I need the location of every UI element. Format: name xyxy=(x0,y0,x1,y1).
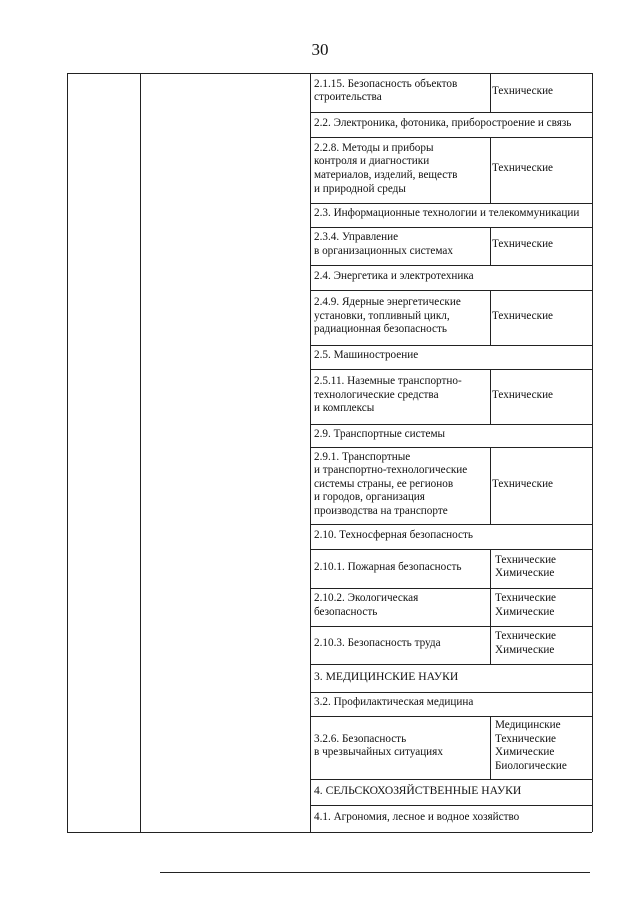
table-border-right xyxy=(592,73,593,832)
science-fields: Технические xyxy=(492,238,554,251)
row-separator xyxy=(310,626,592,627)
column-separator xyxy=(490,626,491,664)
page-number: 30 xyxy=(311,40,329,59)
specialty-name: 2.5.11. Наземные транспортно- технологические средства и комплексы xyxy=(314,375,462,415)
row-separator xyxy=(310,588,592,589)
group-heading: 2.10. Техносферная безопасность xyxy=(314,528,473,541)
column-separator xyxy=(490,588,491,626)
column-separator xyxy=(490,716,491,779)
group-heading: 2.3. Информационные технологии и телекоммуникации xyxy=(314,207,580,220)
row-separator xyxy=(310,265,592,266)
science-fields: Технические xyxy=(492,388,554,401)
specialty-name: 2.10.1. Пожарная безопасность xyxy=(314,560,462,573)
table-border-top xyxy=(67,73,592,74)
table-divider-2 xyxy=(310,73,311,832)
group-heading: 2.5. Машиностроение xyxy=(314,349,419,362)
science-fields: Технические xyxy=(492,309,554,322)
group-heading: 2.2. Электроника, фотоника, приборостроение и связь xyxy=(314,116,572,129)
specialty-name: 2.10.3. Безопасность труда xyxy=(314,637,441,650)
row-separator xyxy=(310,779,592,780)
science-fields: Медицинские Технические Химические Биологические xyxy=(495,719,567,773)
specialty-name: 2.1.15. Безопасность объектов строительства xyxy=(314,77,458,104)
column-separator xyxy=(490,549,491,588)
row-separator xyxy=(310,227,592,228)
row-separator xyxy=(310,549,592,550)
science-fields: Технические Химические xyxy=(495,630,557,656)
table-border-bottom xyxy=(67,832,592,833)
specialty-name: 2.4.9. Ядерные энергетические установки, топливный цикл, радиационная безопасность xyxy=(314,296,461,336)
row-separator xyxy=(310,369,592,370)
row-separator xyxy=(310,805,592,806)
row-separator xyxy=(310,692,592,693)
group-heading: 3.2. Профилактическая медицина xyxy=(314,696,474,709)
row-separator xyxy=(310,424,592,425)
group-heading: 2.4. Энергетика и электротехника xyxy=(314,269,474,282)
group-heading: 4.1. Агрономия, лесное и водное хозяйство xyxy=(314,810,520,823)
section-heading: 3. МЕДИЦИНСКИЕ НАУКИ xyxy=(314,670,459,684)
specialty-name: 2.9.1. Транспортные и транспортно-технологические системы страны, ее регионов и городов, организация производства на транспорте xyxy=(314,450,468,517)
specialty-name: 2.10.2. Экологическая безопасность xyxy=(314,592,419,618)
row-separator xyxy=(310,290,592,291)
table-divider-1 xyxy=(140,73,141,832)
specialty-name: 2.2.8. Методы и приборы контроля и диагностики материалов, изделий, веществ и природной среды xyxy=(314,141,458,195)
science-fields: Технические Химические xyxy=(495,592,557,618)
row-separator xyxy=(310,137,592,138)
row-separator xyxy=(310,664,592,665)
row-separator xyxy=(310,203,592,204)
page-scan-line xyxy=(160,872,590,873)
science-fields: Технические xyxy=(492,477,554,490)
specialty-name: 3.2.6. Безопасность в чрезвычайных ситуациях xyxy=(314,732,443,759)
science-fields: Технические Химические xyxy=(495,553,557,580)
specialty-name: 2.3.4. Управление в организационных системах xyxy=(314,231,453,257)
row-separator xyxy=(310,345,592,346)
section-heading: 4. СЕЛЬСКОХОЗЯЙСТВЕННЫЕ НАУКИ xyxy=(314,784,522,798)
science-fields: Технические xyxy=(492,84,554,97)
row-separator xyxy=(310,716,592,717)
row-separator xyxy=(310,524,592,525)
table-border-left xyxy=(67,73,68,832)
row-separator xyxy=(310,112,592,113)
row-separator xyxy=(310,447,592,448)
group-heading: 2.9. Транспортные системы xyxy=(314,427,446,440)
science-fields: Технические xyxy=(492,162,554,175)
